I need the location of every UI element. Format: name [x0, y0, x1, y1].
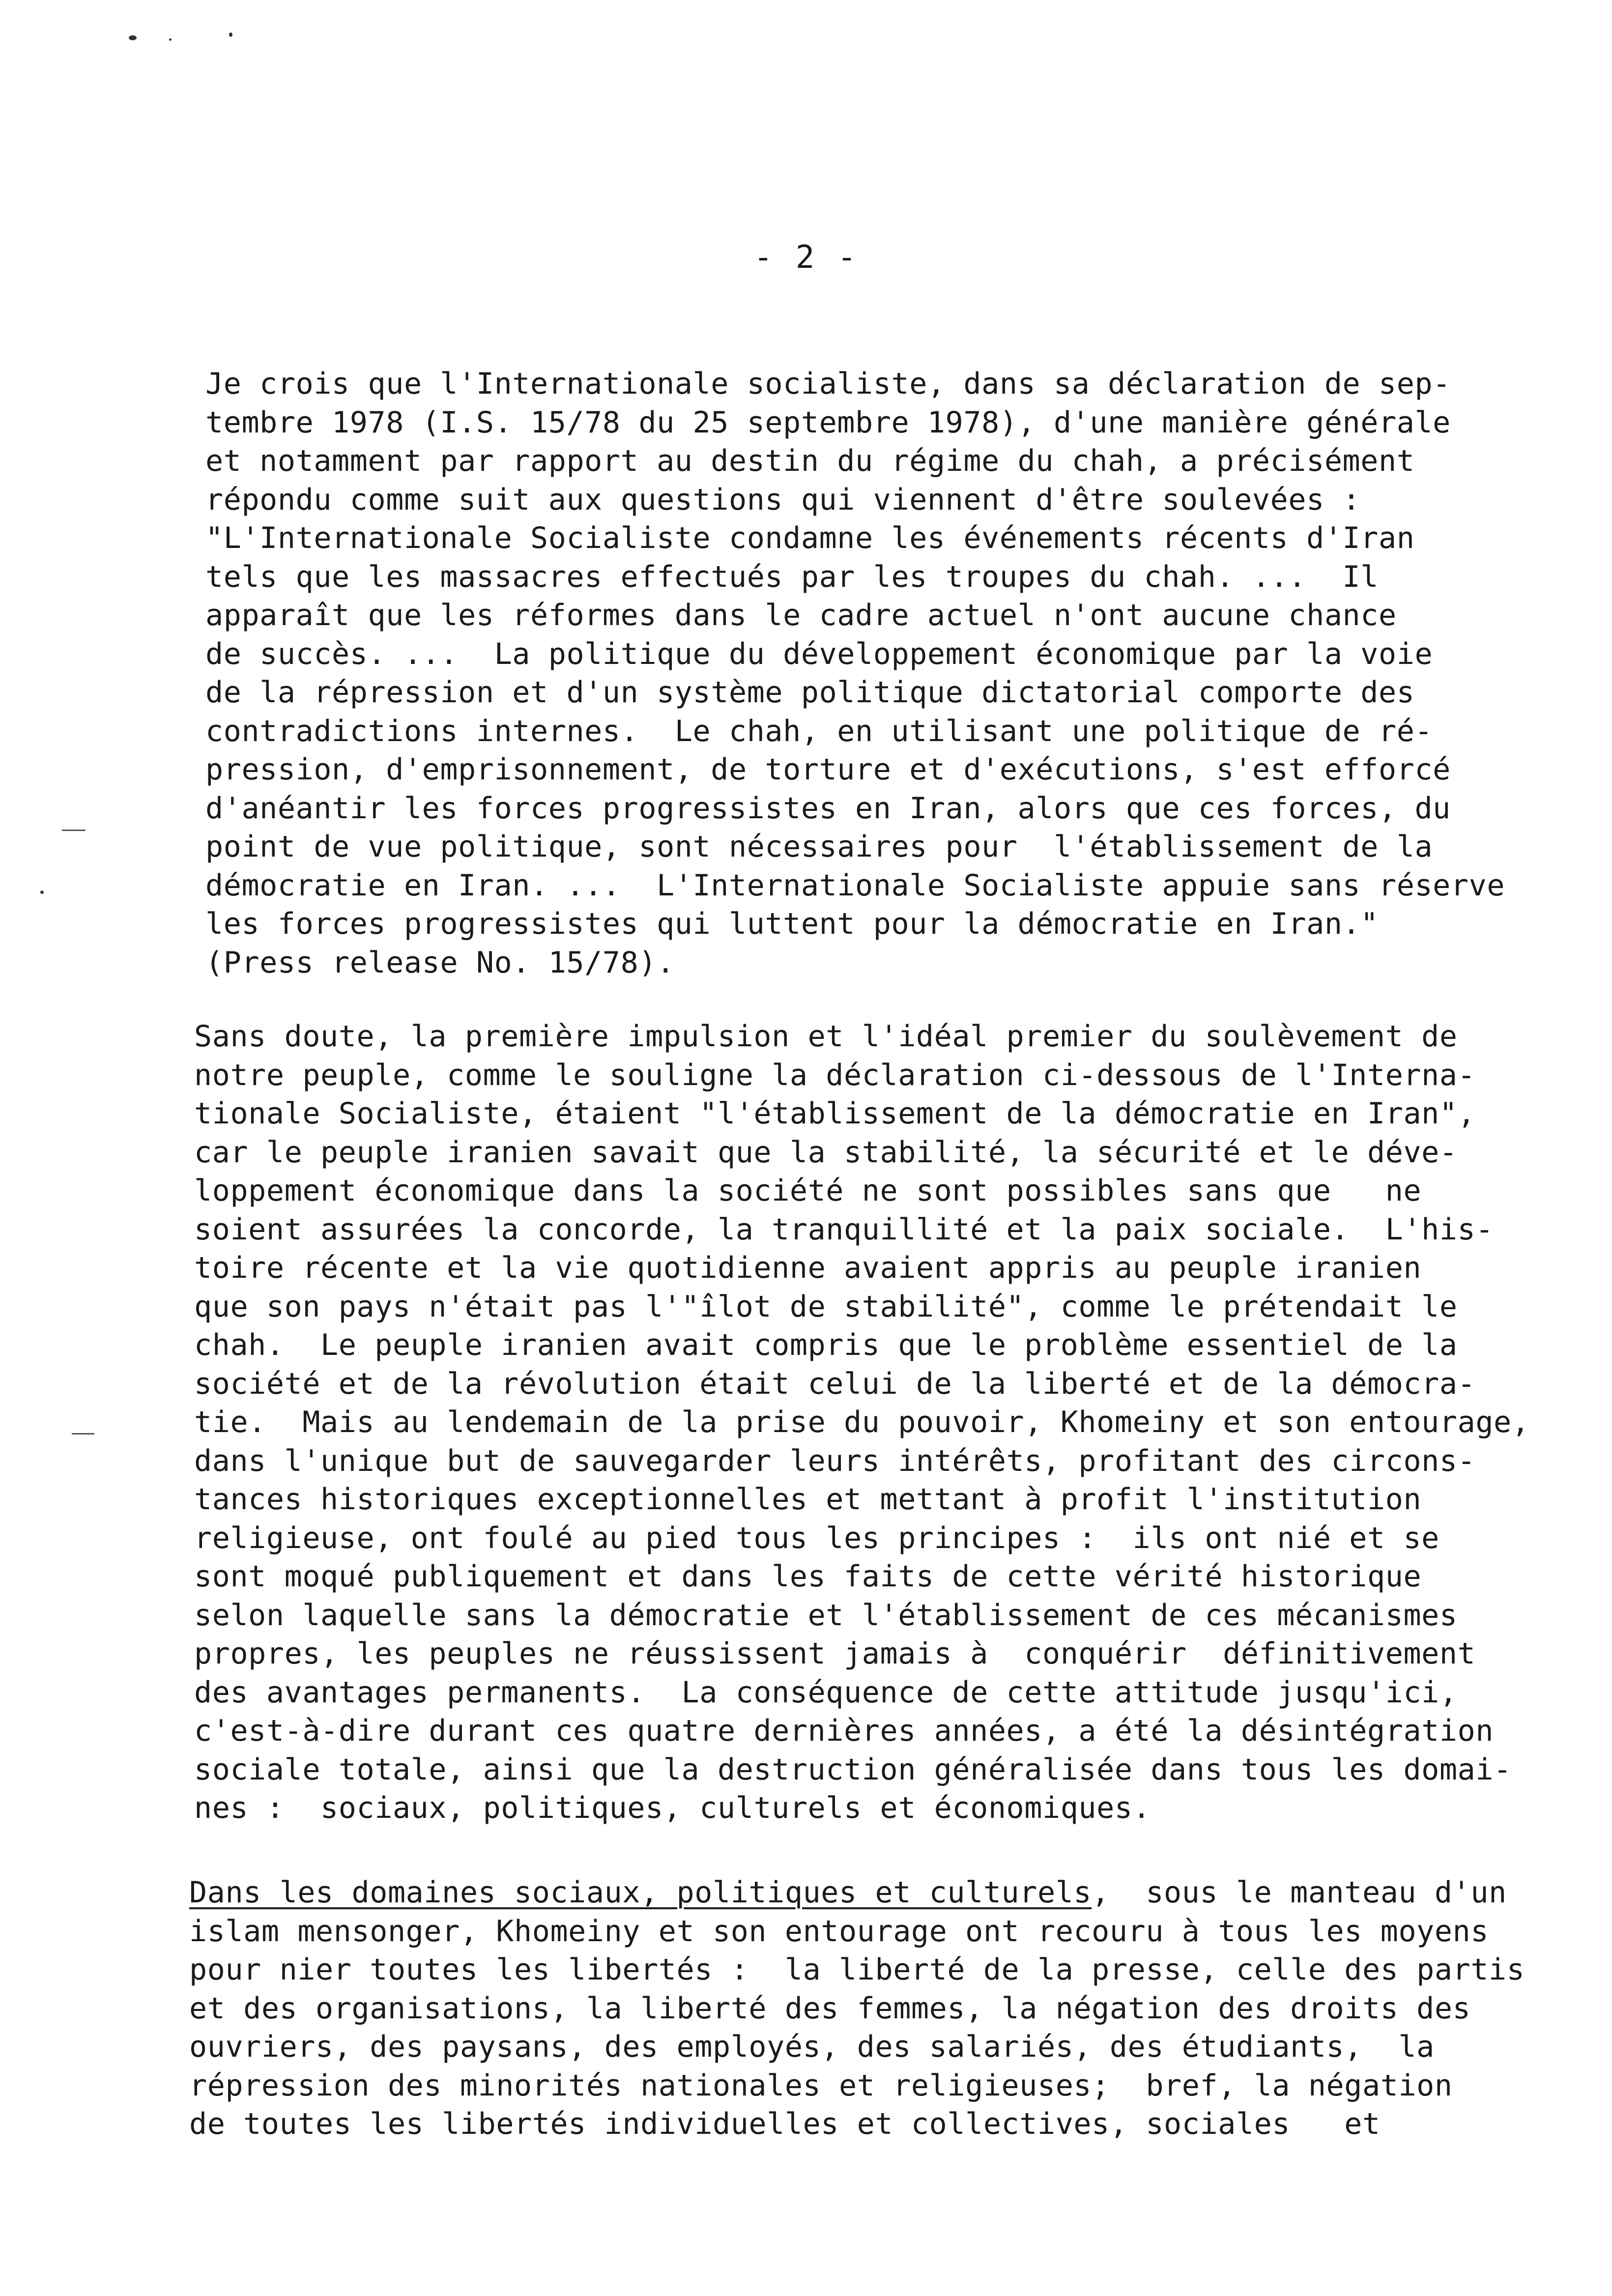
paragraph-3 — [189, 1873, 1525, 2144]
text-line: tances historiques exceptionnelles et mettant à profit l'institution — [194, 1482, 1422, 1517]
text-line: sont moqué publiquement et dans les faits de cette vérité historique — [194, 1559, 1422, 1594]
text-line: démocratie en Iran. ... L'Internationale Socialiste appuie sans réserve — [205, 868, 1505, 903]
text-line: toire récente et la vie quotidienne avaient appris au peuple iranien — [194, 1251, 1422, 1285]
margin-mark — [62, 830, 86, 831]
text-line: des avantages permanents. La conséquence de cette attitude jusqu'ici, — [194, 1675, 1458, 1710]
text-line: apparaît que les réformes dans le cadre actuel n'ont aucune chance — [205, 598, 1397, 632]
text-line: chah. Le peuple iranien avait compris que le problème essentiel de la — [194, 1328, 1458, 1362]
text-line: de la répression et d'un système politique dictatorial comporte des — [205, 675, 1415, 710]
text-line: point de vue politique, sont nécessaires pour l'établissement de la — [205, 830, 1433, 864]
text-line: soient assurées la concorde, la tranquillité et la paix sociale. L'his- — [194, 1212, 1494, 1247]
text-line: les forces progressistes qui luttent pour la démocratie en Iran." — [205, 907, 1379, 941]
text-line: Je crois que l'Internationale socialiste, dans sa déclaration de sep- — [205, 367, 1451, 401]
text-line: tie. Mais au lendemain de la prise du pouvoir, Khomeiny et son entourage, — [194, 1405, 1530, 1439]
text-line: pression, d'emprisonnement, de torture et d'exécutions, s'est efforcé — [205, 752, 1451, 787]
text-line: sociale totale, ainsi que la destruction généralisée dans tous les domai- — [194, 1752, 1512, 1787]
text-fragment: , sous le manteau d'un — [1092, 1875, 1507, 1910]
margin-mark — [40, 890, 44, 894]
paragraph-2 — [194, 1017, 1530, 1828]
text-line: de toutes les libertés individuelles et collectives, sociales et — [189, 2107, 1381, 2141]
text-line: tionale Socialiste, étaient "l'établissement de la démocratie en Iran", — [194, 1096, 1476, 1131]
paragraph-1 — [205, 365, 1505, 982]
text-line: répression des minorités nationales et religieuses; bref, la négation — [189, 2068, 1453, 2103]
text-line: et des organisations, la liberté des femmes, la négation des droits des — [189, 1991, 1471, 2026]
text-line: loppement économique dans la société ne sont possibles sans que ne — [194, 1174, 1422, 1208]
text-line: que son pays n'était pas l'"îlot de stabilité", comme le prétendait le — [194, 1289, 1458, 1324]
scan-speck — [229, 32, 232, 37]
text-line: société et de la révolution était celui de la liberté et de la démocra- — [194, 1366, 1476, 1401]
text-line: et notamment par rapport au destin du régime du chah, a précisément — [205, 444, 1415, 478]
text-line: de succès. ... La politique du développement économique par la voie — [205, 636, 1433, 671]
scan-speck — [169, 38, 172, 41]
page-number: - 2 - — [753, 239, 859, 276]
text-line: c'est-à-dire durant ces quatre dernières années, a été la désintégration — [194, 1714, 1494, 1748]
text-line: répondu comme suit aux questions qui viennent d'être soulevées : — [205, 482, 1361, 517]
text-line: religieuse, ont foulé au pied tous les principes : ils ont nié et se — [194, 1521, 1439, 1555]
text-line: dans l'unique but de sauvegarder leurs intérêts, profitant des circons- — [194, 1443, 1476, 1478]
text-line: ouvriers, des paysans, des employés, des salariés, des étudiants, la — [189, 2030, 1435, 2064]
text-line: propres, les peuples ne réussissent jamais à conquérir définitivement — [194, 1636, 1476, 1671]
text-line: tembre 1978 (I.S. 15/78 du 25 septembre 1978), d'une manière générale — [205, 405, 1451, 440]
text-line: (Press release No. 15/78). — [205, 945, 675, 980]
text-line: tels que les massacres effectués par les troupes du chah. ... Il — [205, 559, 1379, 594]
text-line: contradictions internes. Le chah, en utilisant une politique de ré- — [205, 714, 1433, 748]
text-line — [189, 1873, 1525, 1912]
margin-mark — [72, 1433, 94, 1435]
scan-speck — [129, 35, 137, 40]
text-line: pour nier toutes les libertés : la liberté de la presse, celle des partis — [189, 1952, 1525, 1987]
text-line: Sans doute, la première impulsion et l'idéal premier du soulèvement de — [194, 1019, 1458, 1054]
text-line: nes : sociaux, politiques, culturels et économiques. — [194, 1791, 1151, 1825]
text-line: "L'Internationale Socialiste condamne les événements récents d'Iran — [205, 521, 1415, 555]
underlined-heading: Dans les domaines sociaux, politiques et culturels — [189, 1875, 1092, 1910]
text-line: car le peuple iranien savait que la stabilité, la sécurité et le déve- — [194, 1135, 1458, 1170]
text-line: islam mensonger, Khomeiny et son entourage ont recouru à tous les moyens — [189, 1914, 1489, 1949]
text-line: d'anéantir les forces progressistes en Iran, alors que ces forces, du — [205, 791, 1451, 826]
text-line: selon laquelle sans la démocratie et l'établissement de ces mécanismes — [194, 1598, 1458, 1633]
text-line: notre peuple, comme le souligne la déclaration ci-dessous de l'Interna- — [194, 1058, 1476, 1092]
